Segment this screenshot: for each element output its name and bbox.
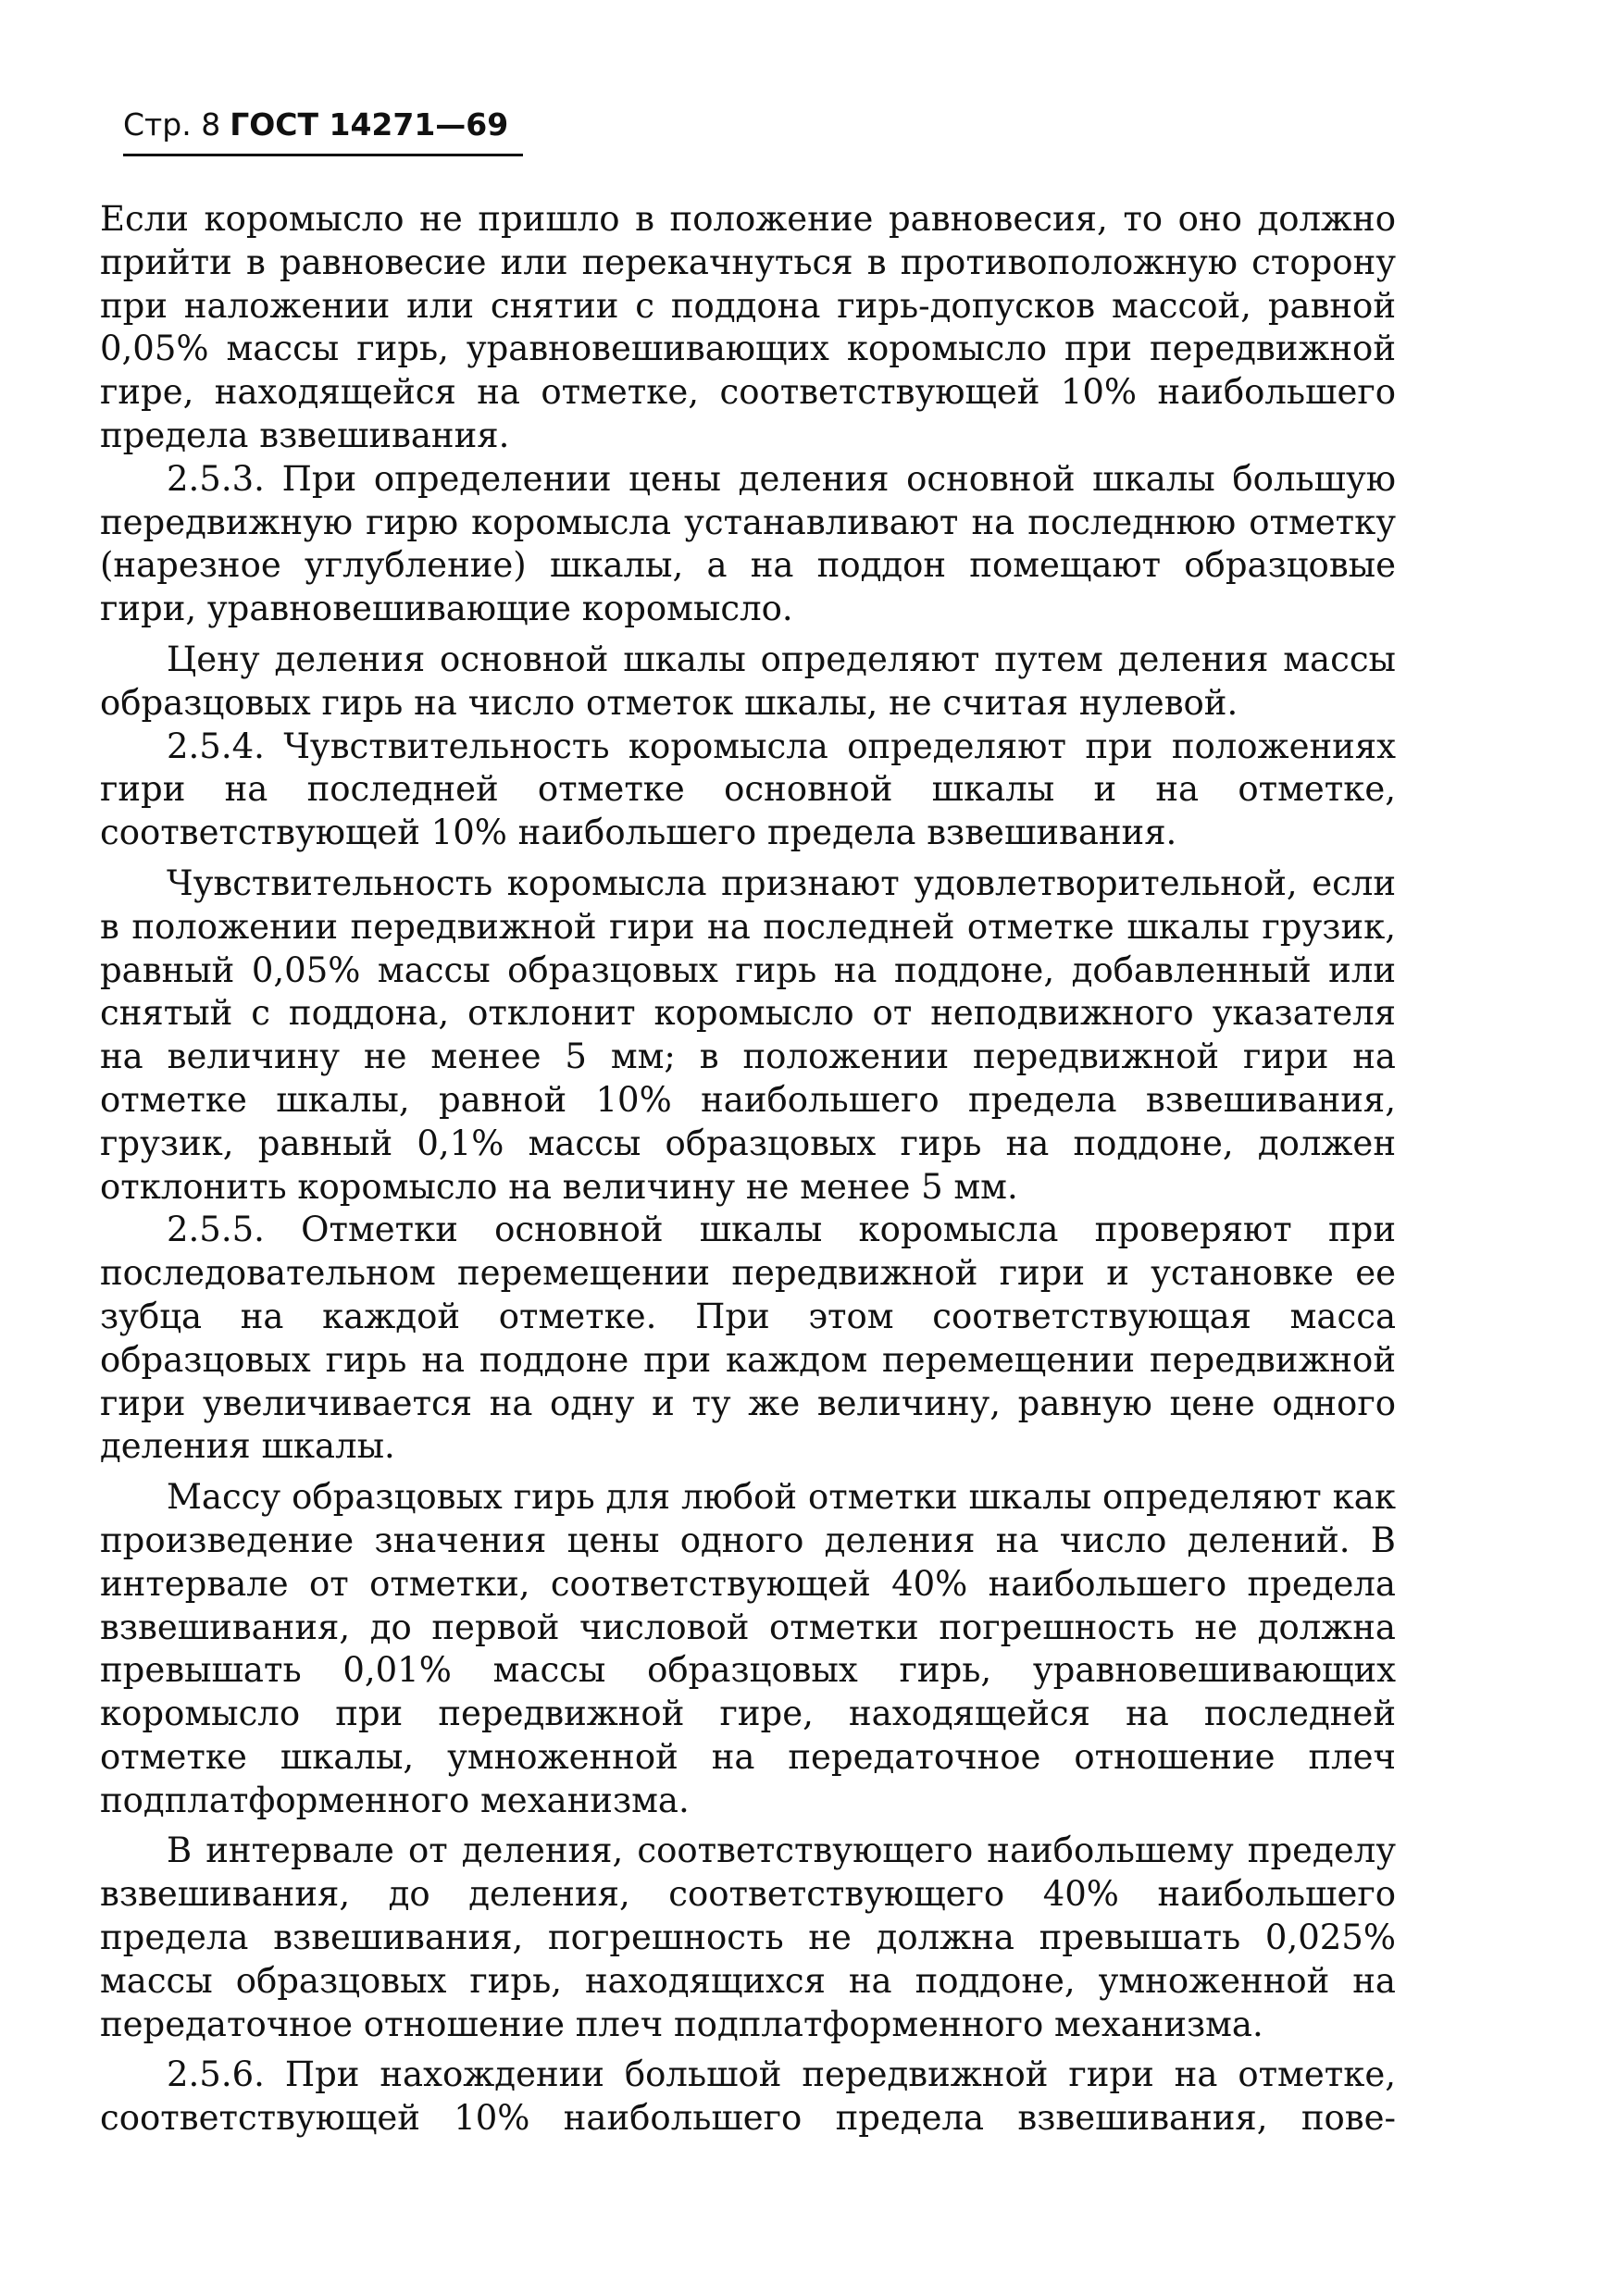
document-body: [100, 198, 1396, 2141]
standard-number: ГОСТ 14271—69: [230, 106, 509, 143]
paragraph-weight-calculation: Массу образцовых гирь для любой отметки шкалы определяют как произведение значения цены одного деления на число делений. В интервале от отметки, соответствующей 40% наибольшего предела взвешивания, до первой числовой отметки погрешность не должна превышать 0,01% массы образцовых гирь, уравновешивающих коромысло при передвижной гире, находящейся на последней отметке шкалы, умноженной на передаточное отношение плеч подплатформенного механизма.: [100, 1477, 1396, 1820]
paragraph-2-5-3: 2.5.3. При определении цены деления основной шкалы большую передвижную гирю коромысла устанавливают на последнюю отметку (нарезное углубление) шкалы, а на поддон помещают образцовые гири, уравновешивающие коромысло.: [100, 458, 1396, 629]
paragraph-2-5-6: 2.5.6. При нахождении большой передвижной гири на отметке, соответствующей 10% наибольшего предела взвешивания, пове-: [100, 2054, 1396, 2139]
paragraph-sensitivity: Чувствительность коромысла признают удовлетворительной, если в положении передвижной гири на последней отметке шкалы грузик, равный 0,05% массы образцовых гирь на поддоне, добавленный или снятый с поддона, отклонит коромысло от неподвижного указателя на величину не менее 5 мм; в положении передвижной гири на отметке шкалы, равной 10% наибольшего предела взвешивания, грузик, равный 0,1% массы образцовых гирь на поддоне, должен отклонить коромысло на величину не менее 5 мм.: [100, 863, 1396, 1207]
paragraph-interval-error: В интервале от деления, соответствующего наибольшему пределу взвешивания, до деления, соответствующего 40% наибольшего предела взвешивания, погрешность не должна превышать 0,025% массы образцовых гирь, находящихся на поддоне, умноженной на передаточное отношение плеч подплатформенного механизма.: [100, 1831, 1396, 2044]
page-number: Стр. 8: [123, 106, 221, 143]
paragraph-2-5-5: 2.5.5. Отметки основной шкалы коромысла проверяют при последовательном перемещении передвижной гири и установке ее зубца на каждой отметке. При этом соответствующая масса образцовых гирь на поддоне при каждом перемещении передвижной гири увеличивается на одну и ту же величину, равную цене одного деления шкалы.: [100, 1210, 1396, 1467]
header-rule: [123, 154, 523, 156]
paragraph-2-5-4: 2.5.4. Чувствительность коромысла определяют при положениях гири на последней отметке основной шкалы и на отметке, соответствующей 10% наибольшего предела взвешивания.: [100, 726, 1396, 853]
paragraph-division-value: Цену деления основной шкалы определяют путем деления массы образцовых гирь на число отметок шкалы, не считая нулевой.: [100, 639, 1396, 723]
paragraph-balance-check: Если коромысло не пришло в положение равновесия, то оно должно прийти в равновесие или перекачнуться в противоположную сторону при наложении или снятии с поддона гирь-допусков массой, равной 0,05% массы гирь, уравновешивающих коромысло при передвижной гире, находящейся на отметке, соответствующей 10% наибольшего предела взвешивания.: [100, 199, 1396, 455]
page-header: [123, 106, 509, 143]
